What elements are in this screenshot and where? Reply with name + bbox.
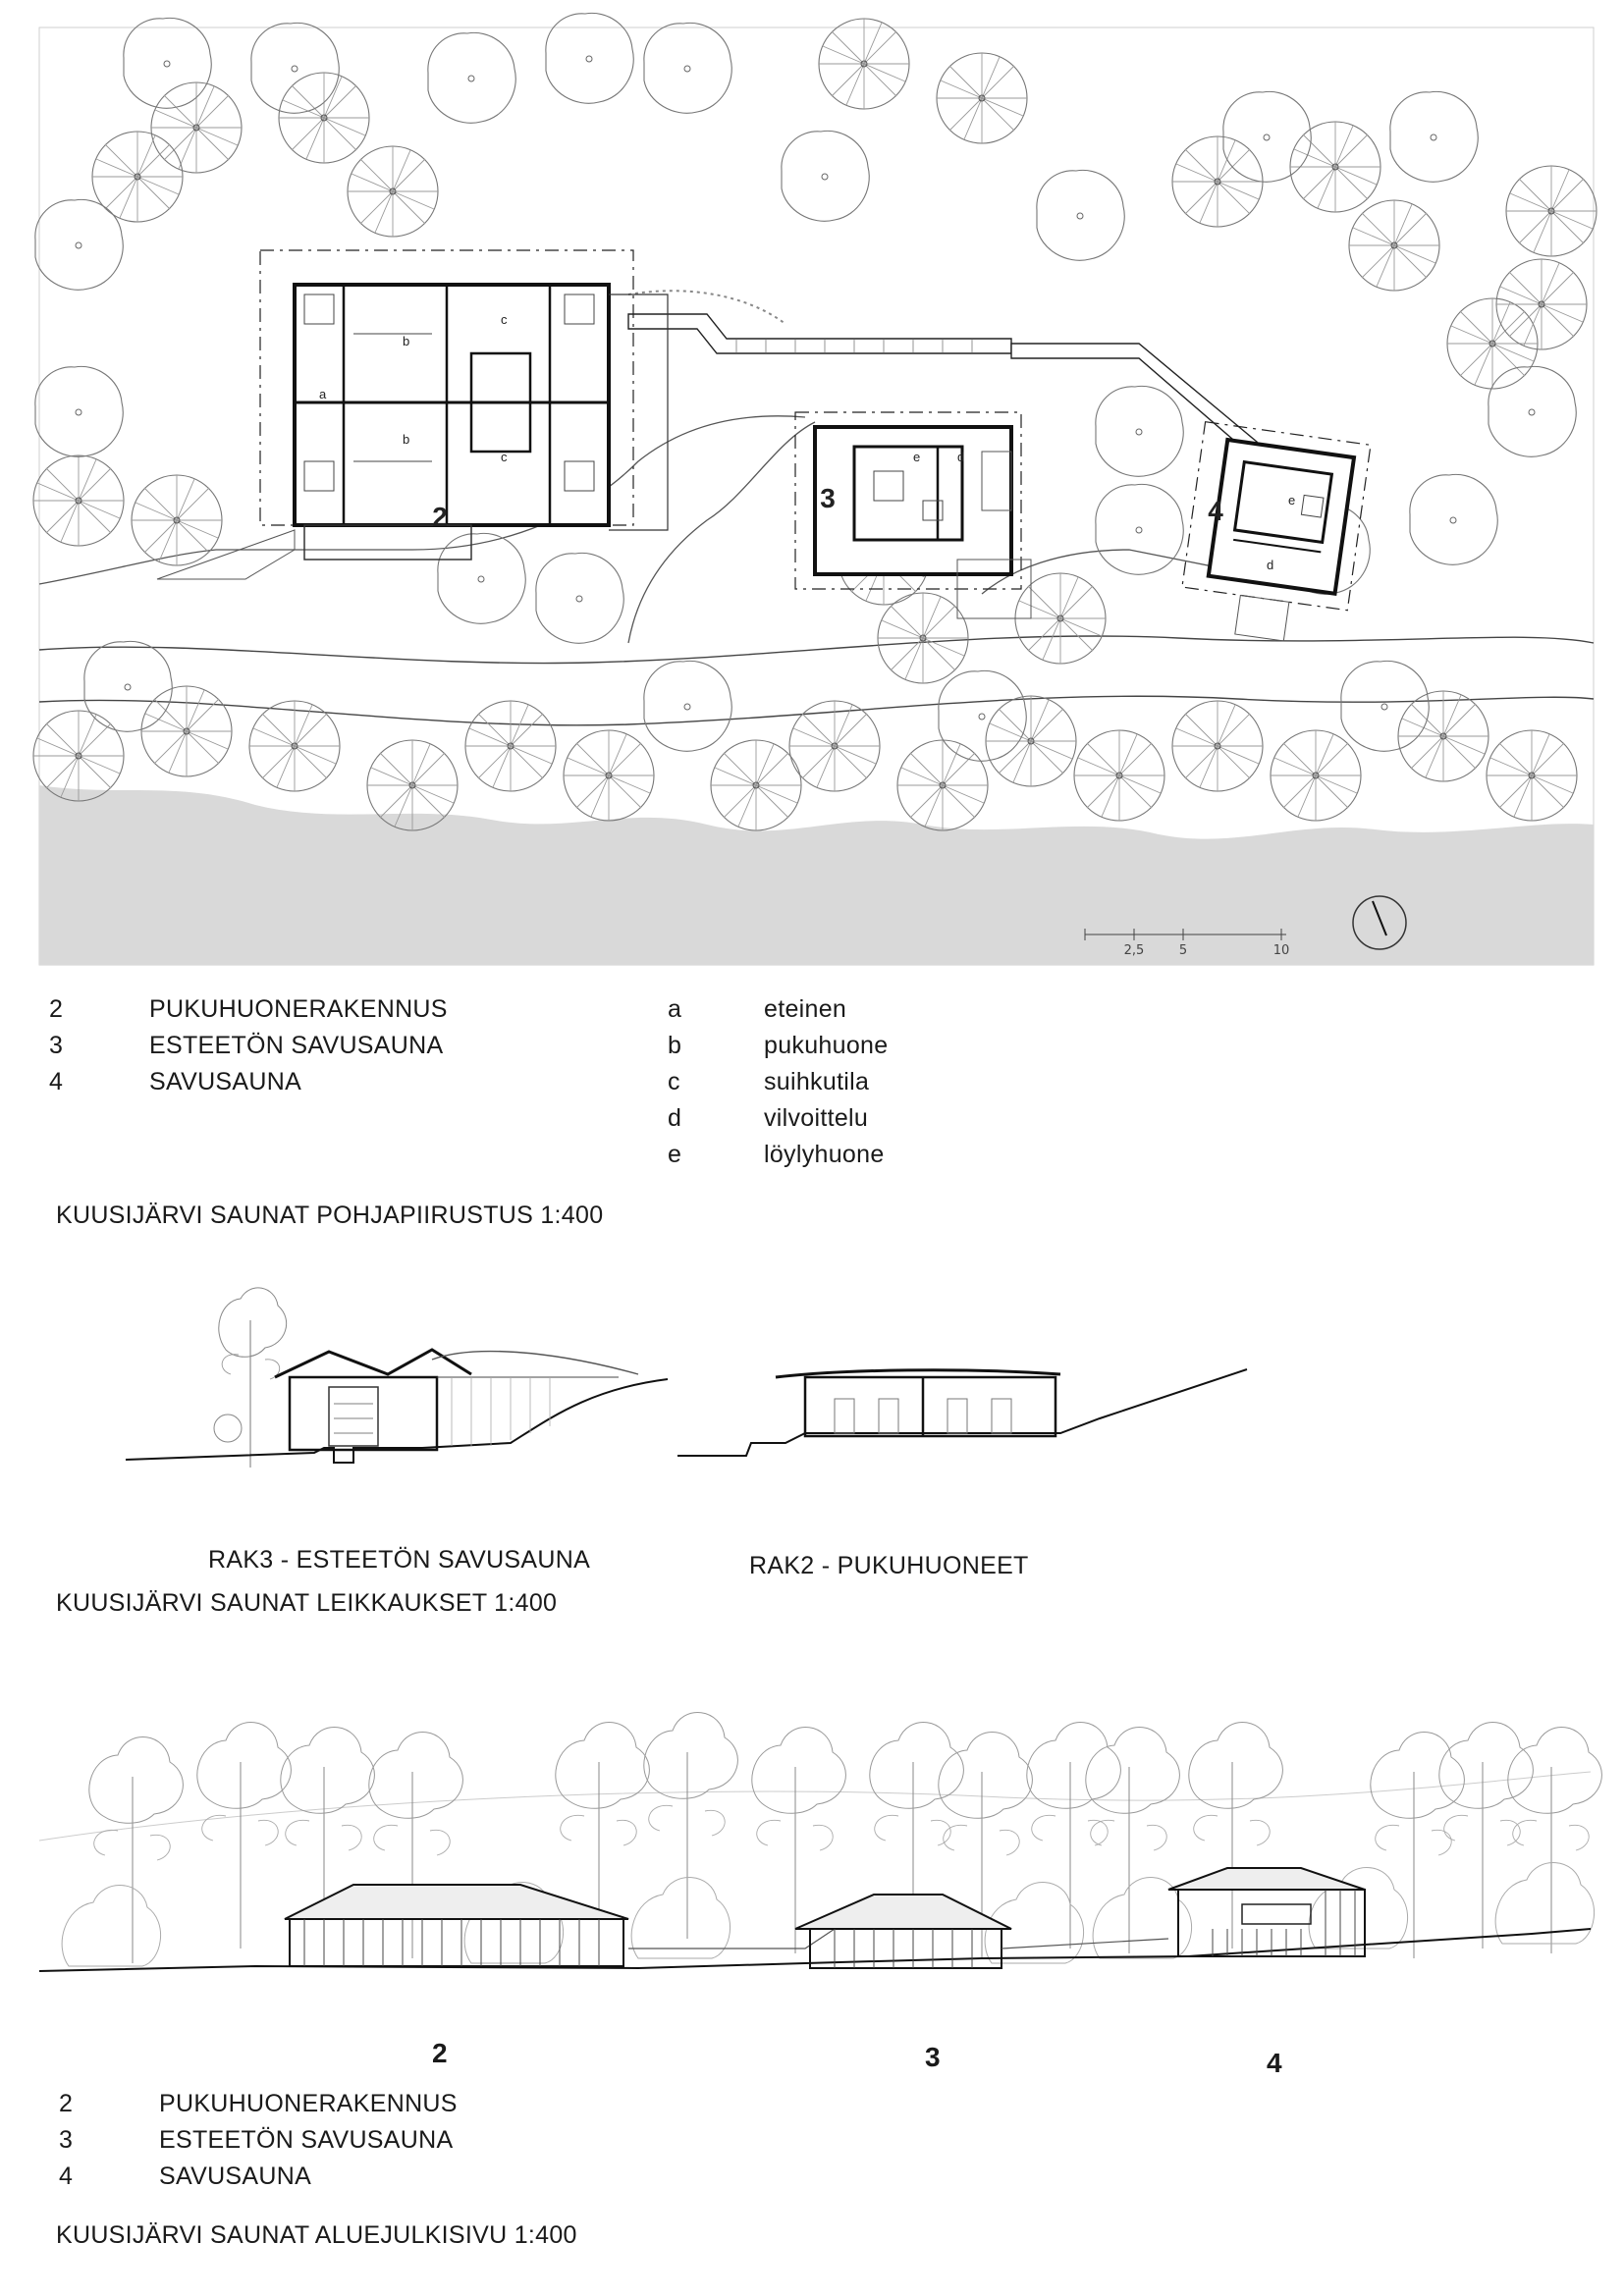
legend-name: SAVUSAUNA [149, 1068, 302, 1095]
legend-room-name: löylyhuone [764, 1141, 885, 1168]
plan-room-d: d [1267, 558, 1274, 572]
sections-caption: KUUSIJÄRVI SAUNAT LEIKKAUKSET 1:400 [56, 1589, 558, 1617]
legend-num: 2 [49, 995, 64, 1023]
elevation-legend-name: ESTEETÖN SAVUSAUNA [159, 2126, 454, 2154]
legend-room-name: suihkutila [764, 1068, 870, 1095]
plan-room-b: b [403, 432, 410, 447]
legend-room-key: e [668, 1141, 682, 1168]
plan-room-c: c [501, 312, 508, 327]
elevation-building-3: 3 [925, 2042, 941, 2072]
elevation-building-4: 4 [1267, 2048, 1282, 2078]
elevation-caption: KUUSIJÄRVI SAUNAT ALUEJULKISIVU 1:400 [56, 2221, 577, 2249]
elevation-legend-name: SAVUSAUNA [159, 2163, 312, 2190]
legend-room-key: a [668, 995, 682, 1023]
plan-building-4: 4 [1208, 496, 1223, 526]
elevation-legend-num: 2 [59, 2090, 74, 2117]
legend-num: 3 [49, 1032, 64, 1059]
legend-room-key: b [668, 1032, 682, 1059]
plan-room-c: c [501, 450, 508, 464]
legend-room-key: d [668, 1104, 682, 1132]
lake-area [39, 785, 1594, 965]
elevation-legend-num: 3 [59, 2126, 74, 2154]
plan-building-3: 3 [820, 483, 836, 513]
plan-building-2: 2 [432, 502, 448, 532]
plan-room-e: e [1288, 493, 1296, 507]
plan-caption: KUUSIJÄRVI SAUNAT POHJAPIIRUSTUS 1:400 [56, 1201, 604, 1229]
section-right-label: RAK2 - PUKUHUONEET [749, 1552, 1029, 1579]
elevation-drawing [0, 1634, 1624, 2027]
elevation-legend-name: PUKUHUONERAKENNUS [159, 2090, 458, 2117]
elevation-building-2: 2 [432, 2038, 448, 2068]
legend-room-name: pukuhuone [764, 1032, 889, 1059]
plan-room-e: e [913, 450, 921, 464]
section-left-label: RAK3 - ESTEETÖN SAVUSAUNA [208, 1546, 591, 1574]
plan-room-b: b [403, 334, 410, 348]
scale-tick: 5 [1178, 943, 1188, 958]
scale-tick: 10 [1272, 943, 1290, 958]
site-plan-drawing [0, 0, 1624, 982]
plan-room-a: a [319, 387, 327, 401]
elevation-legend-num: 4 [59, 2163, 74, 2190]
legend-room-key: c [668, 1068, 680, 1095]
legend-room-name: eteinen [764, 995, 847, 1023]
legend-room-name: vilvoittelu [764, 1104, 869, 1132]
legend-name: PUKUHUONERAKENNUS [149, 995, 448, 1023]
plan-room-d: d [957, 450, 965, 464]
legend-name: ESTEETÖN SAVUSAUNA [149, 1032, 444, 1059]
sections-drawing [0, 1271, 1624, 1526]
scale-tick: 2,5 [1123, 943, 1145, 958]
legend-num: 4 [49, 1068, 64, 1095]
